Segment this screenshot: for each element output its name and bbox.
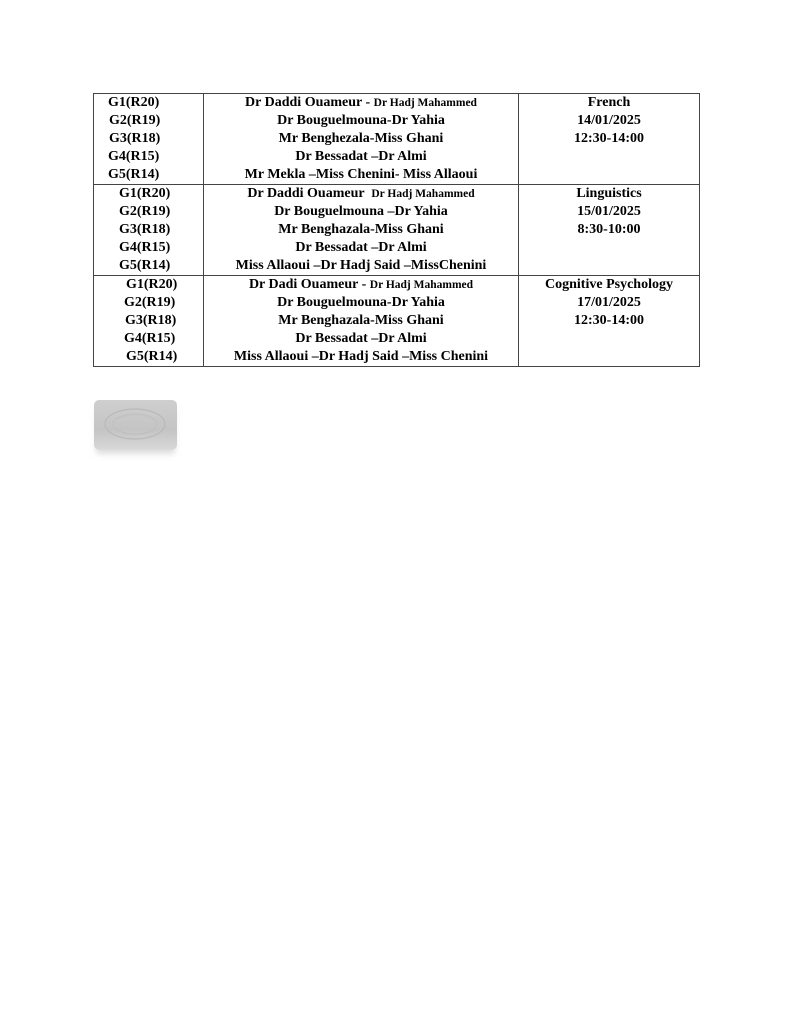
examiner-line: Miss Allaoui –Dr Hadj Said –MissChenini xyxy=(235,258,487,273)
examiner-line: Mr Benghazala-Miss Ghani xyxy=(278,222,444,237)
examiner-line: Dr Bessadat –Dr Almi xyxy=(295,331,427,346)
group-label: G4(R15) xyxy=(108,149,160,164)
group-label: G2(R19) xyxy=(119,204,171,219)
examiner-line: Dr Bouguelmouna –Dr Yahia xyxy=(274,204,448,219)
session-row xyxy=(94,94,700,185)
exam-date: 15/01/2025 xyxy=(577,204,641,219)
subject-name: French xyxy=(587,95,631,110)
examiner-line: Dr Bouguelmouna-Dr Yahia xyxy=(277,295,445,310)
exam-schedule-table xyxy=(93,93,700,367)
subject-name: Linguistics xyxy=(576,186,642,201)
group-label: G2(R19) xyxy=(109,113,161,128)
group-label: G1(R20) xyxy=(119,186,171,201)
group-label: G3(R18) xyxy=(109,131,161,146)
group-label: G1(R20) xyxy=(126,277,178,292)
group-label: G5(R14) xyxy=(126,349,178,364)
exam-time: 12:30-14:00 xyxy=(574,313,644,328)
exam-date: 14/01/2025 xyxy=(577,113,641,128)
examiner-line: Dr Daddi Ouameur Dr Hadj Mahammed xyxy=(247,186,475,201)
examiner-line: Miss Allaoui –Dr Hadj Said –Miss Chenini xyxy=(233,349,489,364)
session-row xyxy=(94,185,700,276)
examiners-cell xyxy=(204,185,519,276)
examiner-line: Dr Daddi Ouameur - Dr Hadj Mahammed xyxy=(245,95,477,110)
examiner-line: Dr Bessadat –Dr Almi xyxy=(295,240,427,255)
group-label: G3(R18) xyxy=(119,222,171,237)
subject-name: Cognitive Psychology xyxy=(545,277,673,292)
group-label: G5(R14) xyxy=(108,167,160,182)
examiner-line: Mr Benghazala-Miss Ghani xyxy=(278,313,444,328)
examiner-line: Dr Bessadat –Dr Almi xyxy=(295,149,427,164)
group-label: G4(R15) xyxy=(124,331,176,346)
stamp-seal-icon xyxy=(94,400,177,450)
examiner-line: Dr Bouguelmouna-Dr Yahia xyxy=(277,113,445,128)
exam-time: 8:30-10:00 xyxy=(577,222,641,237)
groups-cell xyxy=(94,94,204,185)
examiner-line: Mr Mekla –Miss Chenini- Miss Allaoui xyxy=(244,167,478,182)
subject-cell xyxy=(519,94,700,185)
official-stamp-image xyxy=(94,400,177,450)
examiner-line: Mr Benghezala-Miss Ghani xyxy=(278,131,444,146)
subject-cell xyxy=(519,276,700,367)
group-label: G4(R15) xyxy=(119,240,171,255)
examiner-line: Dr Dadi Ouameur - Dr Hadj Mahammed xyxy=(248,277,474,292)
exam-time: 12:30-14:00 xyxy=(574,131,644,146)
examiners-cell xyxy=(204,276,519,367)
group-label: G5(R14) xyxy=(119,258,171,273)
session-row xyxy=(94,276,700,367)
examiners-cell xyxy=(204,94,519,185)
group-label: G3(R18) xyxy=(125,313,177,328)
groups-cell xyxy=(94,276,204,367)
group-label: G2(R19) xyxy=(124,295,176,310)
group-label: G1(R20) xyxy=(108,95,160,110)
groups-cell xyxy=(94,185,204,276)
exam-date: 17/01/2025 xyxy=(577,295,641,310)
subject-cell xyxy=(519,185,700,276)
